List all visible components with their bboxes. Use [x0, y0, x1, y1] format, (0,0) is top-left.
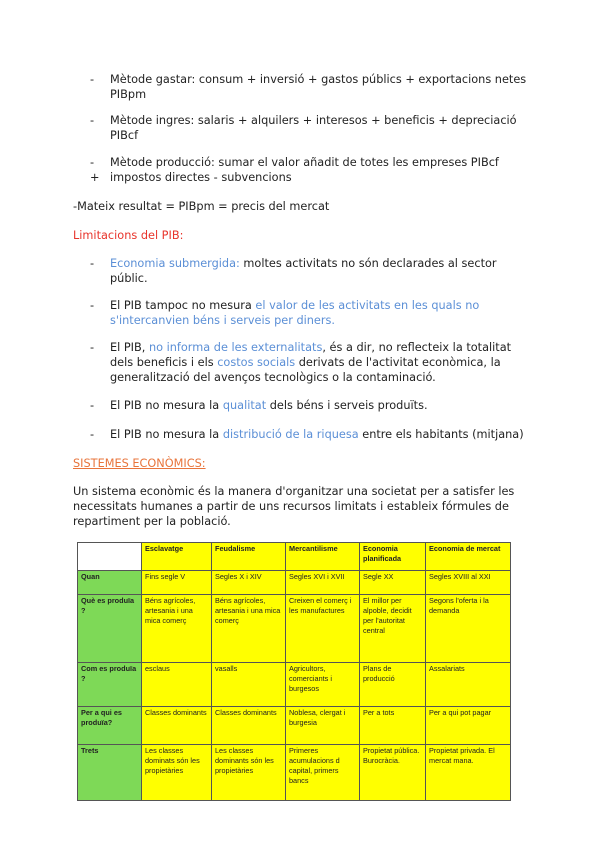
metode-ingres-line1: Mètode ingres: salaris + alquilers + interesos + beneficis + depreciació: [110, 114, 517, 127]
table-cell: Les classes dominants són les propietàries: [212, 745, 286, 801]
list-item-distribucio: [90, 427, 550, 442]
sistemes-paragraph-line3: repartiment per la població.: [73, 515, 231, 528]
list-item-metode-gastar: [90, 72, 540, 102]
table-cell: Per a tots: [360, 707, 426, 745]
economia-submergida-line2: públic.: [110, 272, 148, 285]
table-header-cell: Feudalisme: [212, 543, 286, 571]
table-cell: Propietat pública. Burocràcia.: [360, 745, 426, 801]
table-cell: Fins segle V: [142, 571, 212, 595]
metode-produccio-text: Mètode producció: sumar el valor añadit de totes les empreses PIBcf: [110, 156, 499, 169]
table-header-cell: Mercantilisme: [286, 543, 360, 571]
table-row-label: Què es produïa ?: [78, 595, 142, 663]
table-row: [78, 595, 511, 663]
table-header-cell: Economia de mercat: [426, 543, 511, 571]
table-cell: Primeres acumulacions d capital, primers bancs: [286, 745, 360, 801]
limitacions-heading: Limitacions del PIB:: [73, 229, 184, 242]
bullet-dash: -: [90, 257, 95, 270]
table-cell: Plans de producció: [360, 663, 426, 707]
distribucio-link[interactable]: distribució de la riquesa: [222, 428, 359, 441]
list-item-externalitats: [90, 340, 540, 385]
table-cell: Agricultors, comerciants i burgesos: [286, 663, 360, 707]
economia-submergida-line1: Economia submergida: moltes activitats no són declarades al sector: [110, 257, 497, 270]
list-item-valor-activitats: [90, 298, 540, 328]
distribucio-line: El PIB no mesura la distribució de la riquesa entre els habitants (mitjana): [110, 428, 524, 441]
table-cell: Assalariats: [426, 663, 511, 707]
table-row: [78, 663, 511, 707]
externalitats-link[interactable]: no informa de les externalitats: [148, 341, 323, 354]
table-cell: Classes dominants: [142, 707, 212, 745]
bullet-dash: -: [90, 114, 95, 127]
table-header-row: [78, 543, 511, 571]
valor-activitats-link[interactable]: el valor de les activitats en les quals no: [255, 299, 480, 312]
bullet-dash: -: [90, 73, 95, 86]
table-row: [78, 571, 511, 595]
costos-socials-link[interactable]: costos socials: [217, 356, 296, 369]
mateix-resultat-text: -Mateix resultat = PIBpm = precis del mercat: [73, 200, 330, 213]
externalitats-line2: dels beneficis i els costos socials derivats de l'activitat econòmica, la: [110, 356, 501, 369]
table-row-label: Per a qui es produïa?: [78, 707, 142, 745]
table-cell: Béns agrícoles, artesania i una mica comerç: [142, 595, 212, 663]
table-cell: Les classes dominats són les propietàries: [142, 745, 212, 801]
table-cell: Segles XVIII al XXI: [426, 571, 511, 595]
bullet-dash: -: [90, 299, 95, 312]
list-item-impostos: [90, 170, 540, 185]
list-item-metode-produccio: [90, 155, 540, 170]
table-cell: Segles XVI i XVII: [286, 571, 360, 595]
metode-ingres-line2: PIBcf: [110, 129, 139, 142]
sistemes-paragraph-line1: Un sistema econòmic és la manera d'organitzar una societat per a satisfer les: [73, 485, 515, 498]
metode-gastar-line1: Mètode gastar: consum + inversió + gastos públics + exportacions netes: [110, 73, 527, 86]
bullet-plus: +: [90, 171, 100, 184]
bullet-dash: -: [90, 341, 95, 354]
valor-activitats-line2[interactable]: s'intercanvien béns i serveis per diners.: [110, 314, 335, 327]
table-cell: vasalls: [212, 663, 286, 707]
qualitat-line: El PIB no mesura la qualitat dels béns i serveis produïts.: [110, 399, 428, 412]
list-item-metode-ingres: [90, 113, 540, 143]
list-item-economia-submergida: [90, 256, 540, 286]
metode-gastar-line2: PIBpm: [110, 88, 147, 101]
list-item-qualitat: [90, 398, 540, 413]
valor-activitats-line1: El PIB tampoc no mesura el valor de les activitats en les quals no: [110, 299, 480, 312]
externalitats-line1: El PIB, no informa de les externalitats, és a dir, no reflecteix la totalitat: [110, 341, 512, 354]
table-cell: Creixen el comerç i les manufactures: [286, 595, 360, 663]
table-cell: Segle XX: [360, 571, 426, 595]
table-cell: esclaus: [142, 663, 212, 707]
economia-submergida-link[interactable]: Economia submergida:: [110, 257, 240, 270]
table-row-label: Com es produïa ?: [78, 663, 142, 707]
table-cell: Classes dominants: [212, 707, 286, 745]
bullet-dash: -: [90, 399, 95, 412]
table-cell: Béns agrícoles, artesania i una mica comerç: [212, 595, 286, 663]
table-cell: Segles X i XIV: [212, 571, 286, 595]
table-cell: Per a qui pot pagar: [426, 707, 511, 745]
table-cell: Propietat privada. El mercat mana.: [426, 745, 511, 801]
sistemes-paragraph-line2: necessitats humanes a partir de uns recursos limitats i estableix fórmules de: [73, 500, 509, 513]
table-cell: Noblesa, clergat i burgesia: [286, 707, 360, 745]
qualitat-link[interactable]: qualitat: [222, 399, 267, 412]
table-cell: El millor per alpoble, decidit per l'autoritat central: [360, 595, 426, 663]
table-row-label: Trets: [78, 745, 142, 801]
table-row: [78, 745, 511, 801]
table-corner-cell: [78, 543, 142, 571]
table-header-cell: Economia planificada: [360, 543, 426, 571]
sistemes-heading: SISTEMES ECONÒMICS:: [73, 457, 206, 470]
sistemes-economics-table: [77, 542, 511, 801]
bullet-dash: -: [90, 156, 95, 169]
bullet-dash: -: [90, 428, 95, 441]
table-header-cell: Esclavatge: [142, 543, 212, 571]
externalitats-line3: generalització del avenços tecnològics o la contaminació.: [110, 371, 436, 384]
table-row: [78, 707, 511, 745]
table-cell: Segons l'oferta i la demanda: [426, 595, 511, 663]
impostos-text: impostos directes - subvencions: [110, 171, 292, 184]
table-row-label: Quan: [78, 571, 142, 595]
